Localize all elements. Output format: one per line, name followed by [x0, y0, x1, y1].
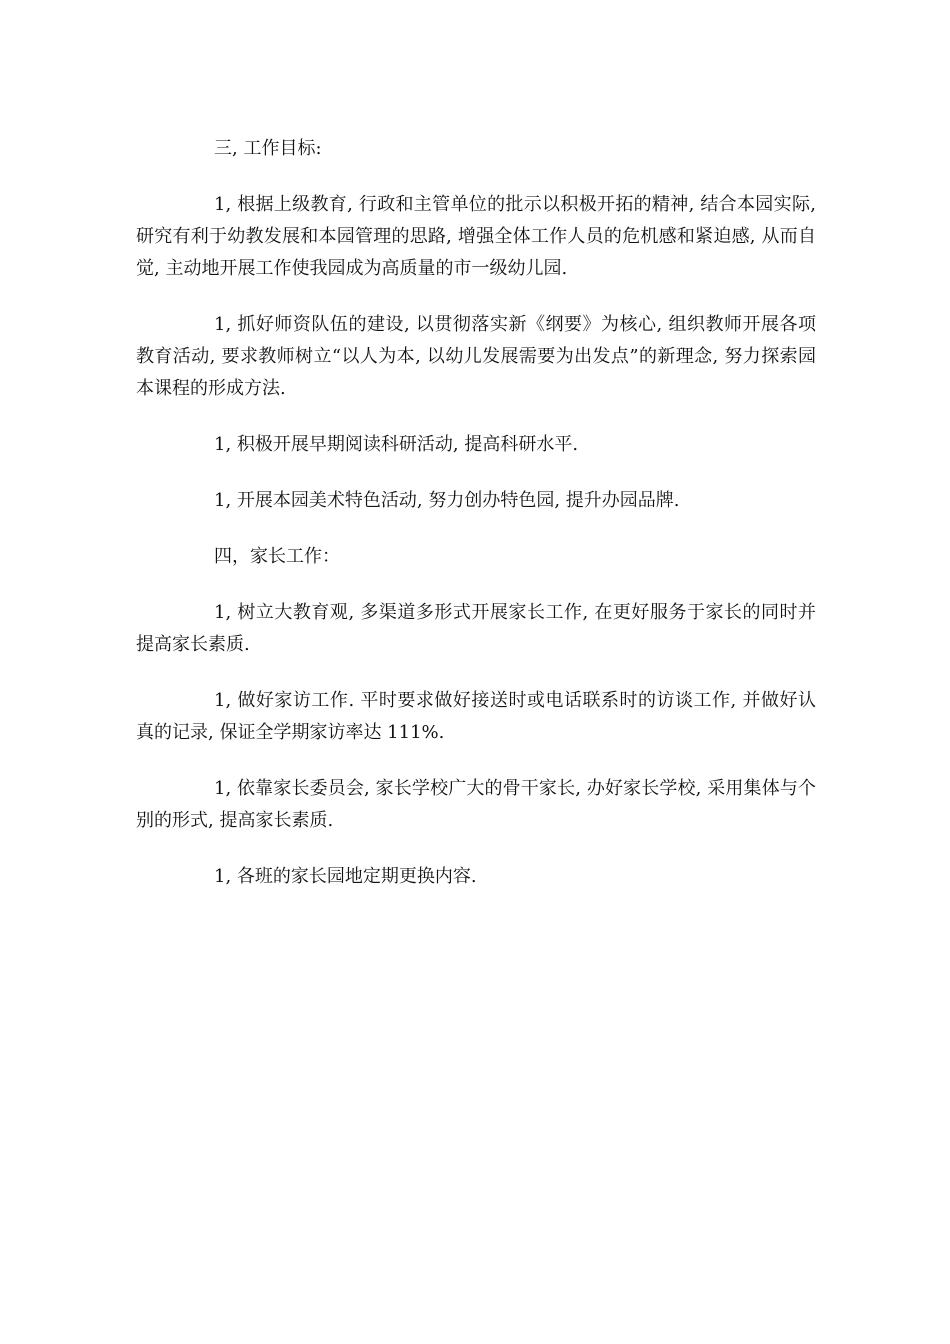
work-goal-item: 1, 根据上级教育, 行政和主管单位的批示以积极开拓的精神, 结合本园实际, 研究有利于幼教发展和本园管理的思路, 增强全体工作人员的危机感和紧迫感, 从而自觉, 主动地开展工作使我园成为高质量的市一级幼儿园. [136, 194, 816, 279]
section-heading-work-goals: 三, 工作目标: [214, 138, 322, 159]
document-body [136, 133, 816, 917]
work-goal-item: 1, 开展本园美术特色活动, 努力创办特色园, 提升办园品牌. [214, 490, 680, 511]
parent-work-item: 1, 依靠家长委员会, 家长学校广大的骨干家长, 办好家长学校, 采用集体与个别的形式, 提高家长素质. [136, 778, 816, 831]
work-goal-item: 1, 积极开展早期阅读科研活动, 提高科研水平. [214, 434, 579, 455]
section-heading-parent-work: 四，家长工作： [214, 546, 340, 567]
parent-work-item: 1, 做好家访工作. 平时要求做好接送时或电话联系时的访谈工作, 并做好认真的记录, 保证全学期家访率达 111%. [136, 690, 816, 743]
parent-work-item: 1, 树立大教育观, 多渠道多形式开展家长工作, 在更好服务于家长的同时并提高家长素质. [136, 602, 816, 655]
parent-work-item: 1, 各班的家长园地定期更换内容. [214, 866, 477, 887]
work-goal-item: 1, 抓好师资队伍的建设, 以贯彻落实新《纲要》为核心, 组织教师开展各项教育活动, 要求教师树立“以人为本, 以幼儿发展需要为出发点”的新理念, 努力探索园本课程的形成方法. [136, 314, 816, 399]
